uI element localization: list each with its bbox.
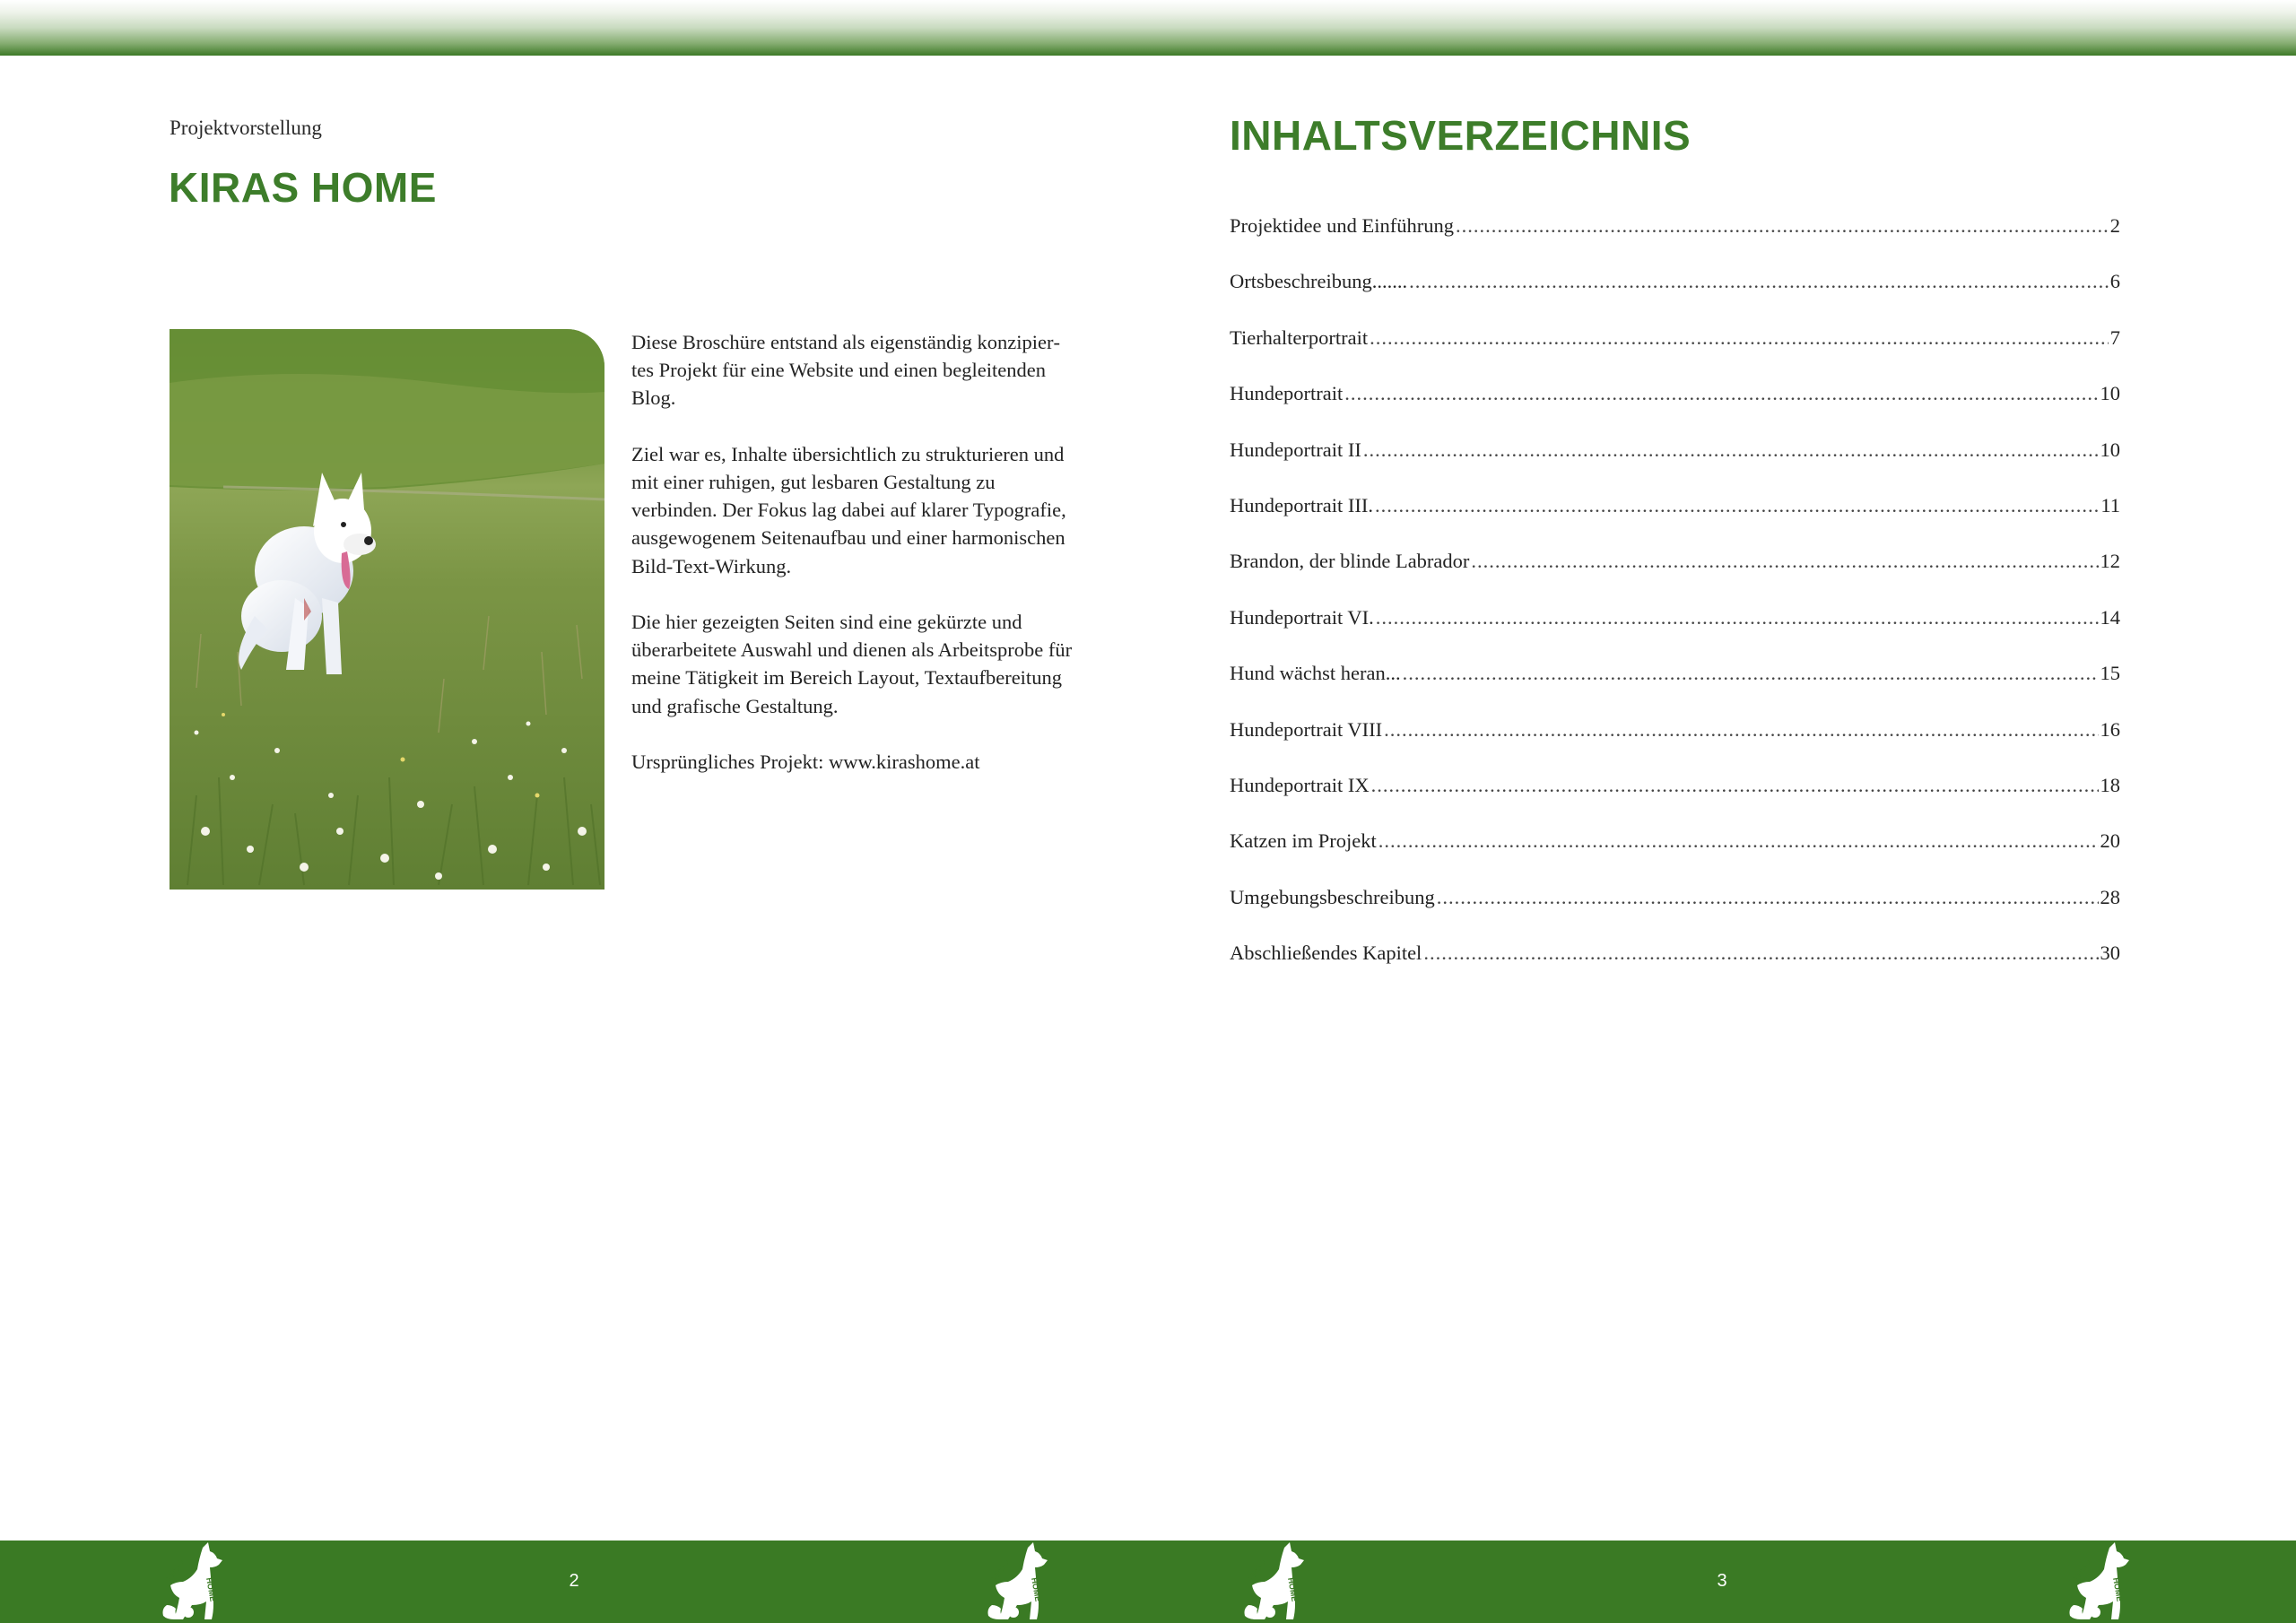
dog-photo: [170, 329, 604, 890]
toc-entry-label: Brandon, der blinde Labrador: [1230, 550, 1470, 573]
toc-entry-page: 7: [2109, 325, 2120, 349]
toc-leader: [1409, 270, 2109, 293]
toc-entry-page: 20: [2100, 829, 2120, 853]
toc-leader: [1437, 886, 2099, 909]
kiras-home-logo-icon: [156, 1542, 231, 1621]
kiras-home-logo-icon: [981, 1542, 1057, 1621]
logo-text: KIRAS: [164, 1557, 187, 1584]
toc-leader: [1376, 606, 2099, 629]
toc-entry-page: 6: [2109, 270, 2120, 293]
toc-leader: [1378, 829, 2099, 853]
toc-entry-label: Hundeportrait III.: [1230, 493, 1373, 516]
toc-entry-page: 11: [2100, 493, 2120, 516]
toc-entry-page: 2: [2109, 214, 2120, 237]
toc-entry-label: Hundeportrait: [1230, 382, 1344, 405]
table-of-contents: [1230, 214, 2120, 997]
toc-entry-label: Hund wächst heran...: [1230, 662, 1401, 685]
toc-entry-label: Ortsbeschreibung.......: [1230, 270, 1408, 293]
logo-text: HOME: [1030, 1576, 1043, 1602]
toc-entry-page: 14: [2100, 605, 2120, 629]
toc-leader: [1471, 550, 2098, 573]
toc-entry-label: Tierhalterportrait: [1230, 325, 1369, 349]
toc-leader: [1363, 438, 2099, 462]
section-kicker: Projektvorstellung: [170, 117, 322, 139]
toc-entry-label: Hundeportrait VIII: [1230, 717, 1383, 741]
toc-entry-page: 28: [2100, 885, 2120, 908]
toc-entry[interactable]: [1230, 662, 2120, 717]
page-number-right: 3: [1717, 1571, 1727, 1591]
intro-paragraph: Diese Broschüre entstand als eigenständig konzipiertes Projekt für eine Website und einen begleitenden Blog.: [631, 331, 1060, 410]
kiras-home-logo-icon: [1238, 1542, 1313, 1621]
toc-entry-label: Hundeportrait VI.: [1230, 605, 1374, 629]
toc-entry-page: 30: [2100, 942, 2120, 965]
toc-title: INHALTSVERZEICHNIS: [1230, 112, 1692, 159]
toc-entry-label: Hundeportrait IX: [1230, 773, 1370, 796]
logo-text: HOME: [204, 1576, 218, 1602]
toc-entry[interactable]: [1230, 438, 2120, 494]
logo-text: HOME: [2111, 1576, 2125, 1602]
toc-entry[interactable]: [1230, 494, 2120, 550]
logo-text: HOME: [1286, 1576, 1300, 1602]
toc-entry[interactable]: [1230, 606, 2120, 662]
toc-entry[interactable]: [1230, 270, 2120, 325]
white-dog-in-meadow-photo: [170, 329, 604, 890]
toc-entry[interactable]: [1230, 214, 2120, 270]
intro-paragraph: Die hier gezeigten Seiten sind eine gekürzte und überarbeitete Auswahl und dienen als Arbeitsprobe für meine Tätigkeit im Bereich Layout, Textaufbereitung und grafische Gestaltung.: [631, 611, 1073, 717]
toc-entry-label: Umgebungsbeschreibung: [1230, 885, 1435, 908]
toc-leader: [1423, 942, 2098, 965]
toc-entry-label: Abschließendes Kapitel: [1230, 942, 1422, 965]
toc-entry[interactable]: [1230, 326, 2120, 382]
toc-leader: [1456, 214, 2109, 238]
top-gradient-band: [0, 0, 2296, 56]
toc-leader: [1403, 662, 2099, 685]
toc-leader: [1344, 382, 2098, 405]
toc-entry[interactable]: [1230, 550, 2120, 605]
toc-entry-page: 15: [2100, 662, 2120, 685]
toc-leader: [1384, 718, 2098, 742]
intro-paragraph: Ziel war es, Inhalte übersichtlich zu strukturieren und mit einer ruhigen, gut lesbaren Gestaltung zu verbinden. Der Fokus lag dabei auf klarer Typografie, ausgewogenem Seitenaufbau und einer harmonischen Bild-Text-Wirkung.: [631, 442, 1066, 577]
footer-band: [0, 1541, 2296, 1623]
page-title: KIRAS HOME: [169, 164, 437, 211]
page-number-left: 2: [569, 1571, 579, 1591]
toc-entry[interactable]: [1230, 829, 2120, 885]
logo-text: KIRAS: [1246, 1557, 1268, 1584]
toc-entry[interactable]: [1230, 942, 2120, 997]
toc-entry[interactable]: [1230, 382, 2120, 438]
toc-leader: [1375, 494, 2099, 517]
toc-entry[interactable]: [1230, 774, 2120, 829]
toc-entry-page: 16: [2100, 717, 2120, 741]
intro-paragraph: Ursprüngliches Projekt: www.kirashome.at: [631, 751, 980, 773]
logo-text: KIRAS: [2071, 1557, 2093, 1584]
toc-entry[interactable]: [1230, 718, 2120, 774]
toc-entry-page: 10: [2100, 382, 2120, 405]
toc-entry-page: 10: [2100, 438, 2120, 461]
toc-entry-label: Katzen im Projekt: [1230, 829, 1377, 853]
toc-entry-page: 18: [2100, 773, 2120, 796]
toc-leader: [1370, 326, 2109, 350]
kiras-home-logo-icon: [2063, 1542, 2138, 1621]
toc-entry-page: 12: [2100, 550, 2120, 573]
toc-entry-label: Projektidee und Einführung: [1230, 214, 1454, 237]
logo-text: KIRAS: [989, 1557, 1012, 1584]
toc-entry[interactable]: [1230, 886, 2120, 942]
toc-leader: [1371, 774, 2099, 797]
intro-text: [631, 328, 1075, 803]
toc-entry-label: Hundeportrait II: [1230, 438, 1361, 461]
